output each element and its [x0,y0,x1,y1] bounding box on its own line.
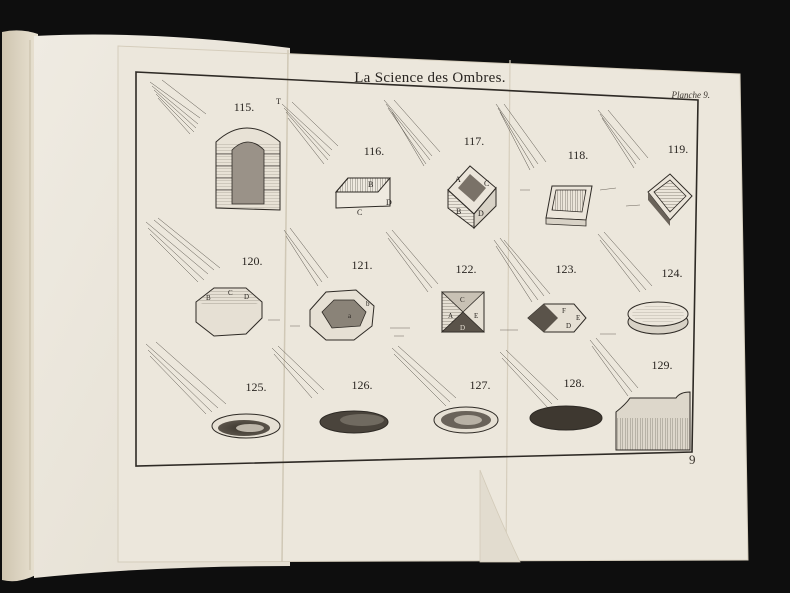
figure-number: 128. [563,376,585,390]
svg-text:B: B [206,294,211,302]
figure-number: 121. [351,258,373,272]
figure-125-oval-dish [212,414,280,438]
figure-number: 123. [555,262,577,276]
svg-text:D: D [386,198,392,207]
figure-number: 127. [469,378,491,392]
svg-text:C: C [460,296,465,304]
figure-number: 129. [651,358,673,372]
svg-text:D: D [478,209,484,218]
figure-number: 120. [241,254,263,268]
figure-number: 118. [567,148,589,162]
figure-127-oval-dish [434,407,498,433]
figure-letter: T [276,97,281,106]
left-page-edge [2,30,38,581]
page-number: 9 [689,452,696,467]
svg-text:A: A [455,175,461,184]
svg-text:F: F [562,307,566,315]
svg-text:A: A [448,312,454,320]
svg-text:D: D [244,293,250,301]
figure-122-pyramid [442,292,484,332]
figure-number: 116. [363,144,385,158]
figure-128-oval [530,406,602,430]
svg-text:C: C [484,179,490,188]
svg-text:D: D [566,322,572,330]
svg-text:C: C [357,208,363,217]
svg-text:E: E [474,312,479,320]
plate-title: La Science des Ombres. [354,70,506,86]
plate-number-label: Planche 9. [671,90,710,100]
figure-number: 126. [351,378,373,392]
figure-115-brick-arch [216,128,280,210]
figure-126-oval [320,411,388,433]
figure-124-cylinder [628,302,688,334]
figure-118-box [546,186,592,226]
svg-text:B: B [456,207,462,216]
svg-text:C: C [228,289,233,297]
svg-text:D: D [460,324,466,332]
figure-number: 117. [463,134,485,148]
svg-text:B: B [368,180,374,189]
svg-text:E: E [576,314,581,322]
figure-number: 122. [455,262,477,276]
figure-number: 119. [667,142,689,156]
svg-text:a: a [348,312,352,320]
svg-text:b: b [366,300,370,308]
figure-number: 125. [245,380,267,394]
figure-number: 124. [661,266,683,280]
figure-number: 115. [233,100,255,114]
